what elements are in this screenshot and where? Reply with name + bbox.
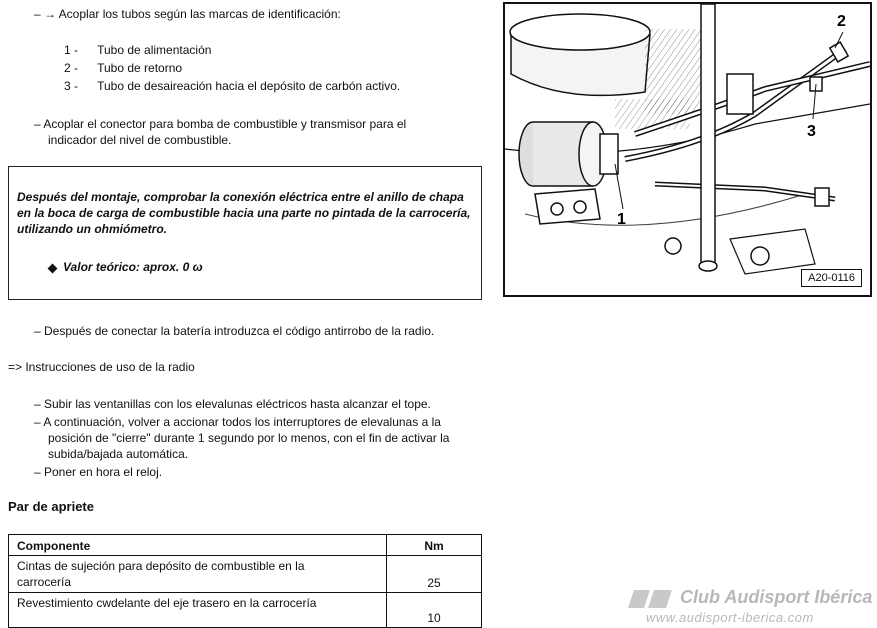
illustration-drawing xyxy=(505,4,870,295)
connect-tubes-instruction: – → Acoplar los tubos según las marcas de identificación: xyxy=(34,7,341,21)
table-row xyxy=(9,556,482,593)
note-text: Después del montaje, comprobar la conexión eléctrica entre el anillo de chapa en la boca de carga de combustible hacia una parte no pintada de la carrocería, utilizando un ohmiómetro. xyxy=(17,190,471,236)
radio-step-3: – Poner en hora el reloj. xyxy=(34,465,163,479)
watermark-url: www.audisport-iberica.com xyxy=(646,610,814,625)
table-header-row xyxy=(9,535,482,556)
tube-number: 2 - xyxy=(64,61,79,75)
watermark-title: Club Audisport Ibérica xyxy=(680,587,873,607)
radio-step-2-line2: posición de "cierre" durante 1 segundo por lo menos, con el fin de activar la xyxy=(48,431,450,445)
connector-instruction-line2: indicador del nivel de combustible. xyxy=(48,133,232,147)
bullet-diamond-icon xyxy=(48,264,58,274)
nm-cell: 10 xyxy=(387,593,482,628)
radio-instructions-link[interactable]: => Instrucciones de uso de la radio xyxy=(8,360,195,374)
tube-list-item xyxy=(64,79,400,93)
tube-label: Tubo de alimentación xyxy=(97,43,212,57)
radio-step-2-line3: subida/bajada automática. xyxy=(48,447,189,461)
component-line1: Revestimiento cwdelante del eje trasero en la carrocería xyxy=(17,596,317,610)
connector-instruction-line1: – Acoplar el conector para bomba de combustible y transmisor para el xyxy=(34,117,407,131)
torque-table xyxy=(8,534,482,628)
component-line1: Cintas de sujeción para depósito de combustible en la xyxy=(17,559,305,573)
column-header-nm: Nm xyxy=(387,535,482,556)
radio-step-2-line1: – A continuación, volver a accionar todos los interruptores de elevalunas a la xyxy=(34,415,441,429)
warning-note-box xyxy=(8,166,482,300)
component-cell xyxy=(9,556,387,593)
nm-cell: 25 xyxy=(387,556,482,593)
callout-3: 3 xyxy=(807,123,816,140)
table-row xyxy=(9,593,482,628)
club-logo-icon xyxy=(628,588,676,610)
callout-2: 2 xyxy=(837,13,846,30)
fuel-tube-illustration xyxy=(503,2,872,297)
tube-list-item xyxy=(64,61,182,75)
figure-code: A20-0116 xyxy=(801,269,862,287)
tube-label: Tubo de desaireación hacia el depósito de carbón activo. xyxy=(97,79,401,93)
tube-number: 1 - xyxy=(64,43,79,57)
callout-1: 1 xyxy=(617,211,626,228)
tube-number: 3 - xyxy=(64,79,79,93)
battery-instruction: – Después de conectar la batería introduzca el código antirrobo de la radio. xyxy=(34,324,435,338)
column-header-component: Componente xyxy=(9,535,387,556)
component-cell xyxy=(9,593,387,628)
component-line2: carrocería xyxy=(17,575,72,589)
tube-list-item xyxy=(64,43,211,57)
radio-step-1: – Subir las ventanillas con los elevalunas eléctricos hasta alcanzar el tope. xyxy=(34,397,431,411)
note-theoretical-value: Valor teórico: aprox. 0 ω xyxy=(63,260,203,274)
tube-label: Tubo de retorno xyxy=(97,61,183,75)
site-watermark xyxy=(628,584,877,628)
torque-heading: Par de apriete xyxy=(8,499,94,514)
